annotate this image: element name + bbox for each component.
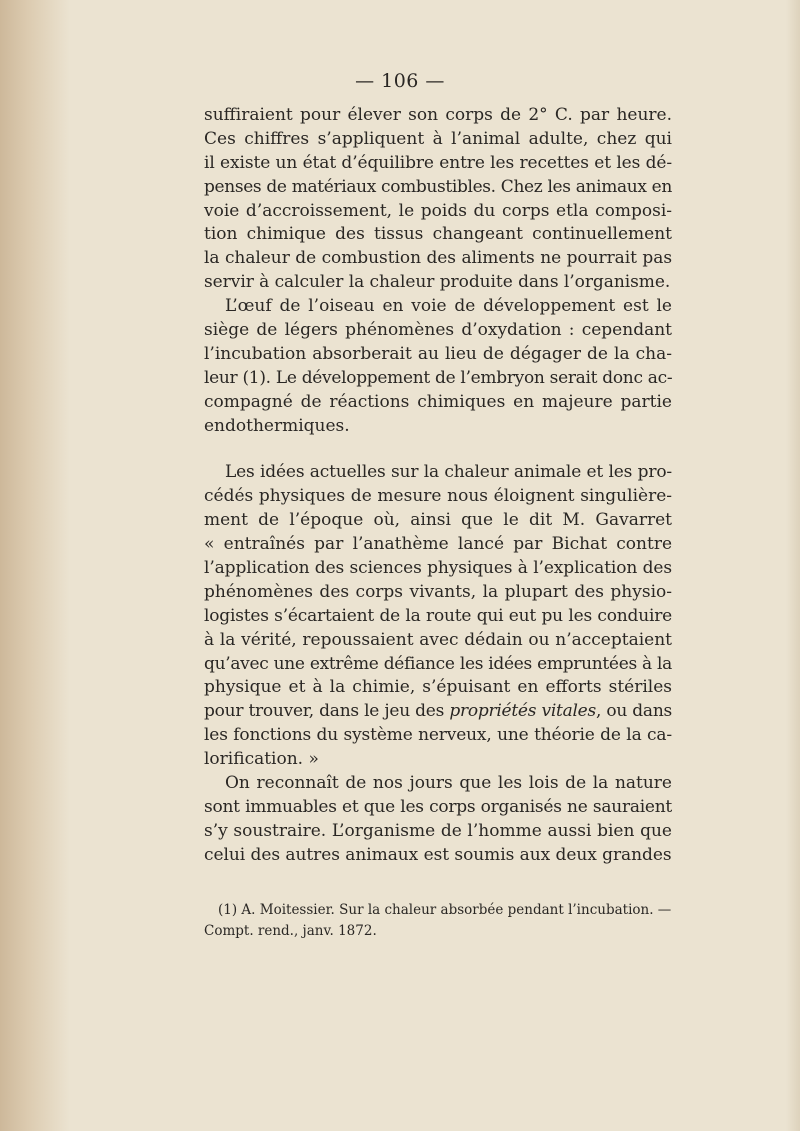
text-line: cédés physiques de mesure nous éloignent singulière- [204, 486, 672, 507]
text-line: « entraînés par l’anathème lancé par Bichat contre [204, 534, 672, 555]
text-segment: pour trouver, dans le jeu des [204, 701, 450, 722]
footnote-line: Compt. rend., janv. 1872. [204, 923, 377, 939]
text-line: tion chimique des tissus changeant continuellement [204, 224, 672, 245]
text-line: penses de matériaux combustibles. Chez les animaux en [204, 176, 672, 197]
text-line: les fonctions du système nerveux, une théorie de la ca- [204, 725, 672, 746]
page-edge-shadow [0, 0, 70, 1131]
text-line: Ces chiffres s’appliquent à l’animal adulte, chez qui [204, 128, 672, 149]
text-line: Les idées actuelles sur la chaleur animale et les pro- [225, 462, 672, 483]
page-edge-right [786, 0, 800, 1131]
text-line: s’y soustraire. L’organisme de l’homme aussi bien que [204, 820, 672, 841]
text-line: la chaleur de combustion des aliments ne pourrait pas [204, 248, 672, 269]
text-line: endothermiques. [204, 415, 350, 436]
text-line: l’incubation absorberait au lieu de dégager de la cha- [204, 343, 672, 364]
text-line: sont immuables et que les corps organisés ne sauraient [204, 796, 672, 817]
text-line: l’application des sciences physiques à l’explication des [204, 558, 672, 579]
text-line-italic [204, 700, 672, 724]
text-line: qu’avec une extrême défiance les idées empruntées à la [204, 653, 672, 674]
footnote [204, 900, 672, 942]
text-line: lorification. » [204, 749, 319, 770]
page-number: — 106 — [355, 70, 445, 92]
text-line: suffiraient pour élever son corps de 2° C. par heure. [204, 105, 672, 125]
text-line: voie d’accroissement, le poids du corps etla composi- [204, 200, 672, 221]
text-line: compagné de réactions chimiques en majeure partie [204, 391, 672, 412]
italic-phrase: propriétés vitales [449, 701, 596, 722]
footnote-line: (1) A. Moitessier. Sur la chaleur absorbée pendant l’incubation. — [218, 902, 672, 918]
text-line: à la vérité, repoussaient avec dédain ou n’acceptaient [204, 629, 672, 650]
text-line: ment de l’époque où, ainsi que le dit M. Gavarret [204, 510, 672, 531]
text-line: phénomènes des corps vivants, la plupart des physio- [204, 581, 672, 602]
text-line: L’œuf de l’oiseau en voie de développement est le [225, 296, 672, 317]
text-line: On reconnaît de nos jours que les lois de la nature [225, 773, 672, 794]
text-line: il existe un état d’équilibre entre les recettes et les dé- [204, 152, 672, 173]
text-line: celui des autres animaux est soumis aux deux grandes [204, 844, 672, 865]
body-text [204, 104, 672, 868]
text-segment: , ou dans [595, 701, 672, 722]
text-line: logistes s’écartaient de la route qui eut pu les conduire [204, 605, 672, 626]
text-line: siège de légers phénomènes d’oxydation : cependant [204, 320, 672, 341]
text-line: servir à calculer la chaleur produite dans l’organisme. [204, 272, 671, 293]
text-line: physique et à la chimie, s’épuisant en efforts stériles [204, 677, 672, 698]
text-line: leur (1). Le développement de l’embryon serait donc ac- [204, 367, 673, 388]
